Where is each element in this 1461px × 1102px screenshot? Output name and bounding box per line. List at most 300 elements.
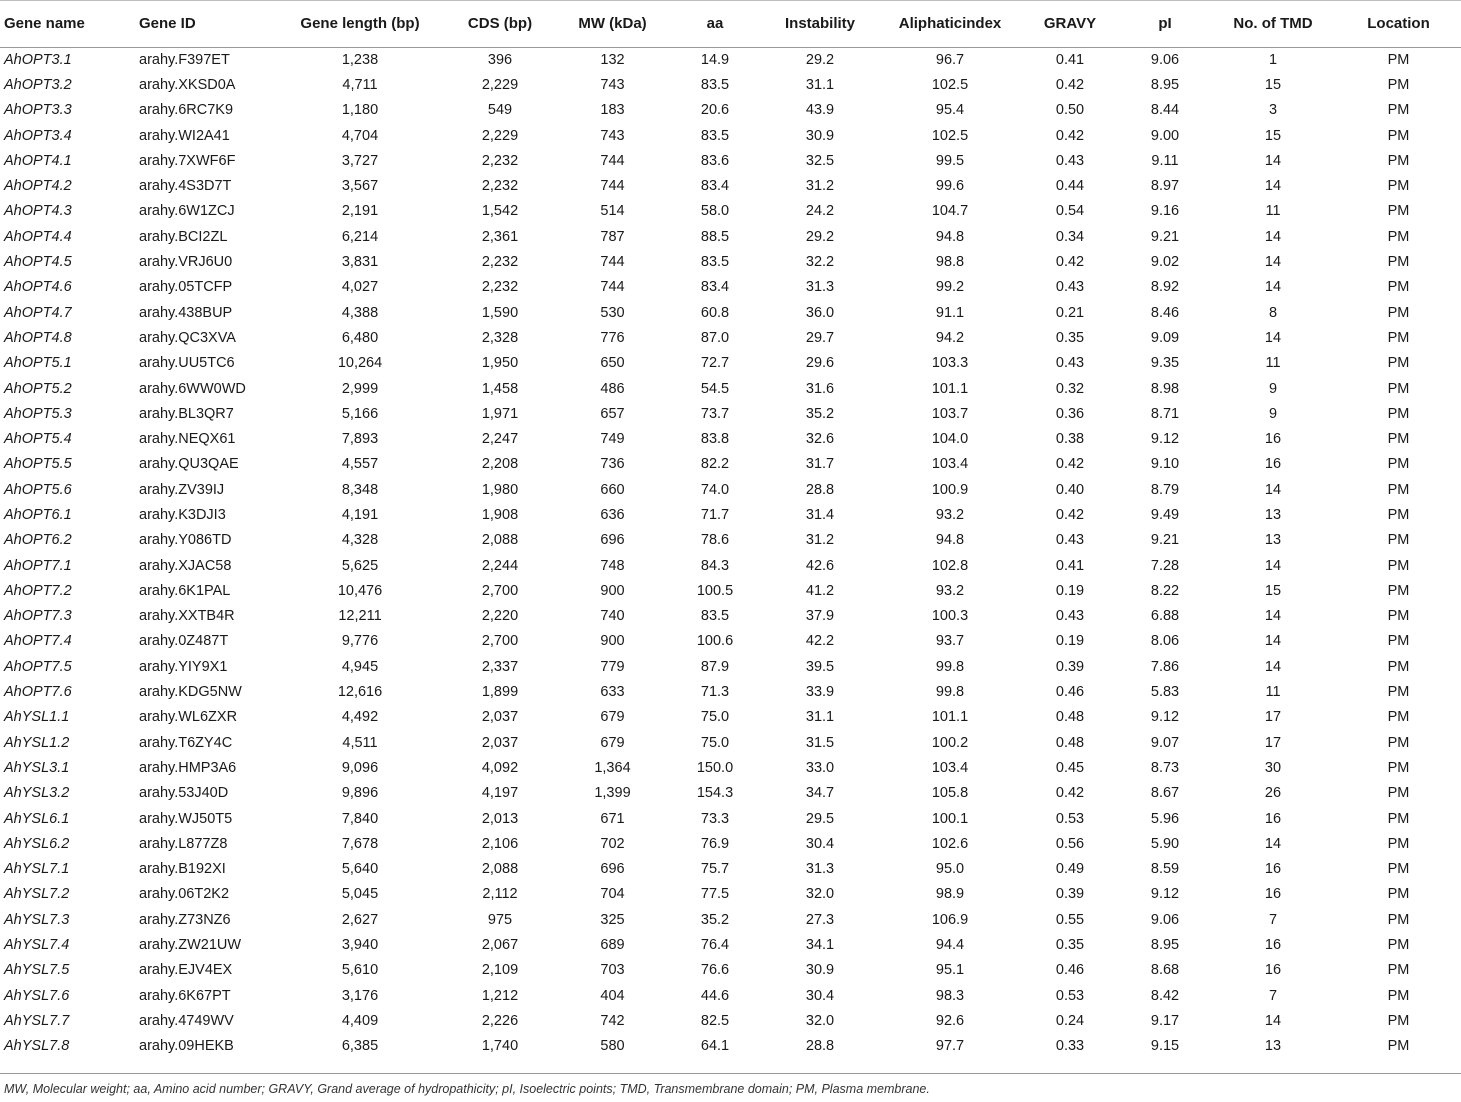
cell-tmd: 15 <box>1264 582 1282 599</box>
cell-cds: 2,244 <box>481 557 519 574</box>
cell-gene-id: arahy.53J40D <box>139 785 229 802</box>
cell-pi: 8.97 <box>1150 178 1180 195</box>
cell-cds: 1,950 <box>481 355 519 372</box>
table-row <box>0 452 1461 477</box>
cell-gene-id: arahy.6K1PAL <box>139 582 231 599</box>
cell-pi: 9.12 <box>1150 709 1180 726</box>
cell-cds: 2,232 <box>481 279 519 296</box>
cell-gene-id: arahy.XKSD0A <box>139 76 236 93</box>
cell-gene-id: arahy.0Z487T <box>139 633 229 650</box>
table-row <box>0 173 1461 198</box>
cell-location: PM <box>1387 658 1410 675</box>
table-row <box>0 755 1461 780</box>
cell-location: PM <box>1387 1012 1410 1029</box>
cell-gravy: 0.50 <box>1055 102 1085 119</box>
cell-cds: 2,112 <box>482 886 518 903</box>
cell-location: PM <box>1387 608 1410 625</box>
cell-gravy: 0.32 <box>1055 380 1085 397</box>
cell-pi: 9.21 <box>1150 532 1180 549</box>
cell-instability: 34.7 <box>805 785 835 802</box>
table-body <box>0 47 1461 1059</box>
cell-aa: 154.3 <box>696 785 734 802</box>
cell-tmd: 11 <box>1265 684 1281 701</box>
cell-location: PM <box>1387 709 1410 726</box>
cell-instability: 24.2 <box>805 203 835 220</box>
cell-pi: 7.28 <box>1150 557 1180 574</box>
cell-cds: 2,328 <box>481 329 519 346</box>
cell-cds: 2,088 <box>481 532 519 549</box>
cell-mw: 689 <box>600 937 625 954</box>
cell-gene-name: AhOPT5.3 <box>4 405 72 422</box>
cell-location: PM <box>1387 506 1410 523</box>
cell-cds: 975 <box>487 911 513 928</box>
cell-gene-name: AhOPT4.1 <box>4 152 72 169</box>
cell-location: PM <box>1387 405 1410 422</box>
cell-gravy: 0.42 <box>1055 456 1085 473</box>
cell-pi: 8.68 <box>1150 962 1180 979</box>
cell-instability: 32.5 <box>805 152 835 169</box>
cell-aliphatic-index: 94.8 <box>935 532 965 549</box>
cell-aa: 100.5 <box>696 582 734 599</box>
cell-aliphatic-index: 100.9 <box>931 481 969 498</box>
cell-instability: 30.9 <box>805 962 835 979</box>
cell-gene-id: arahy.WI2A41 <box>139 127 230 144</box>
cell-location: PM <box>1387 759 1410 776</box>
cell-gene-id: arahy.6W1ZCJ <box>139 203 235 220</box>
cell-tmd: 14 <box>1264 658 1282 675</box>
cell-gene-length: 5,625 <box>341 557 379 574</box>
cell-tmd: 26 <box>1264 785 1282 802</box>
cell-tmd: 16 <box>1264 937 1282 954</box>
cell-instability: 30.4 <box>805 987 835 1004</box>
table-row <box>0 654 1461 679</box>
cell-gene-length: 3,727 <box>341 152 379 169</box>
cell-aliphatic-index: 102.5 <box>931 127 969 144</box>
cell-gravy: 0.36 <box>1055 405 1085 422</box>
cell-tmd: 14 <box>1264 835 1282 852</box>
cell-instability: 32.6 <box>805 431 835 448</box>
cell-gene-length: 1,238 <box>341 51 379 68</box>
cell-gravy: 0.48 <box>1055 709 1085 726</box>
cell-instability: 30.4 <box>805 835 835 852</box>
cell-location: PM <box>1387 152 1410 169</box>
cell-pi: 9.06 <box>1150 911 1180 928</box>
cell-gravy: 0.54 <box>1055 203 1085 220</box>
cell-instability: 31.2 <box>805 532 835 549</box>
cell-aa: 60.8 <box>700 304 730 321</box>
bottom-rule <box>0 1073 1461 1074</box>
cell-pi: 8.06 <box>1150 633 1180 650</box>
cell-cds: 396 <box>487 51 513 68</box>
cell-cds: 2,247 <box>481 431 519 448</box>
cell-mw: 633 <box>600 684 625 701</box>
cell-aliphatic-index: 93.2 <box>935 582 965 599</box>
cell-gene-id: arahy.QC3XVA <box>139 329 236 346</box>
cell-gene-id: arahy.XXTB4R <box>139 608 235 625</box>
cell-aa: 83.6 <box>700 152 730 169</box>
cell-pi: 5.83 <box>1150 684 1180 701</box>
cell-cds: 2,226 <box>481 1012 519 1029</box>
cell-gene-length: 5,045 <box>341 886 379 903</box>
cell-gene-name: AhOPT4.8 <box>4 329 72 346</box>
cell-mw: 744 <box>600 178 625 195</box>
cell-cds: 2,208 <box>481 456 519 473</box>
cell-pi: 9.35 <box>1150 355 1180 372</box>
cell-gene-length: 4,191 <box>341 506 379 523</box>
cell-gene-length: 3,176 <box>341 987 379 1004</box>
cell-aa: 83.5 <box>700 254 730 271</box>
cell-gravy: 0.42 <box>1055 76 1085 93</box>
cell-location: PM <box>1387 178 1410 195</box>
cell-gravy: 0.43 <box>1055 608 1085 625</box>
cell-mw: 749 <box>600 431 625 448</box>
header-cds: CDS (bp) <box>445 0 555 47</box>
cell-gene-name: AhYSL6.2 <box>4 835 70 852</box>
cell-gene-id: arahy.B192XI <box>139 861 226 878</box>
cell-gravy: 0.39 <box>1055 658 1085 675</box>
cell-pi: 8.42 <box>1150 987 1180 1004</box>
cell-gravy: 0.42 <box>1055 127 1085 144</box>
table-row <box>0 300 1461 325</box>
cell-aliphatic-index: 101.1 <box>931 709 969 726</box>
cell-location: PM <box>1387 127 1410 144</box>
cell-tmd: 13 <box>1264 532 1282 549</box>
cell-mw: 657 <box>600 405 625 422</box>
cell-location: PM <box>1387 304 1410 321</box>
cell-aa: 78.6 <box>700 532 730 549</box>
cell-cds: 2,700 <box>481 633 519 650</box>
cell-pi: 8.95 <box>1150 937 1180 954</box>
cell-tmd: 7 <box>1268 987 1278 1004</box>
cell-aliphatic-index: 103.3 <box>931 355 969 372</box>
table-row <box>0 907 1461 932</box>
cell-aliphatic-index: 98.3 <box>935 987 965 1004</box>
cell-instability: 31.1 <box>805 76 835 93</box>
cell-instability: 31.5 <box>805 734 835 751</box>
cell-tmd: 16 <box>1264 431 1282 448</box>
cell-aliphatic-index: 94.4 <box>935 937 965 954</box>
cell-aliphatic-index: 94.8 <box>935 228 965 245</box>
cell-location: PM <box>1387 785 1410 802</box>
cell-gene-length: 4,388 <box>341 304 379 321</box>
cell-instability: 43.9 <box>805 102 835 119</box>
cell-gene-id: arahy.6K67PT <box>139 987 231 1004</box>
cell-mw: 744 <box>600 254 625 271</box>
cell-gene-name: AhOPT7.5 <box>4 658 72 675</box>
cell-gene-id: arahy.EJV4EX <box>139 962 233 979</box>
cell-aa: 64.1 <box>700 1038 730 1055</box>
table-row <box>0 148 1461 173</box>
cell-gene-length: 2,627 <box>341 911 379 928</box>
cell-pi: 9.21 <box>1150 228 1180 245</box>
cell-gene-length: 2,999 <box>341 380 379 397</box>
header-pi: pI <box>1120 0 1210 47</box>
header-gene-id: Gene ID <box>135 0 275 47</box>
cell-pi: 9.02 <box>1150 254 1180 271</box>
cell-tmd: 14 <box>1264 1012 1282 1029</box>
cell-aliphatic-index: 100.1 <box>931 810 969 827</box>
cell-pi: 8.22 <box>1150 582 1180 599</box>
cell-tmd: 14 <box>1264 557 1282 574</box>
cell-instability: 39.5 <box>805 658 835 675</box>
table-row <box>0 806 1461 831</box>
cell-aliphatic-index: 100.2 <box>931 734 969 751</box>
table-row <box>0 730 1461 755</box>
cell-gene-id: arahy.L877Z8 <box>139 835 228 852</box>
cell-pi: 8.79 <box>1150 481 1180 498</box>
cell-location: PM <box>1387 557 1410 574</box>
table-row <box>0 502 1461 527</box>
cell-mw: 580 <box>600 1038 625 1055</box>
cell-gravy: 0.49 <box>1055 861 1085 878</box>
cell-aa: 83.8 <box>700 431 730 448</box>
cell-tmd: 14 <box>1264 633 1282 650</box>
cell-gene-id: arahy.7XWF6F <box>139 152 236 169</box>
cell-gene-length: 10,264 <box>337 355 383 372</box>
cell-gene-length: 8,348 <box>341 481 379 498</box>
cell-mw: 1,364 <box>594 759 631 776</box>
cell-gravy: 0.19 <box>1055 633 1085 650</box>
cell-cds: 2,067 <box>481 937 519 954</box>
cell-aa: 74.0 <box>700 481 730 498</box>
cell-location: PM <box>1387 102 1410 119</box>
cell-gravy: 0.43 <box>1055 355 1085 372</box>
cell-aa: 72.7 <box>700 355 730 372</box>
cell-aliphatic-index: 106.9 <box>931 911 969 928</box>
cell-gravy: 0.34 <box>1055 228 1085 245</box>
cell-mw: 736 <box>600 456 625 473</box>
cell-aa: 71.3 <box>700 684 730 701</box>
header-instability: Instability <box>760 0 880 47</box>
cell-aa: 82.2 <box>700 456 730 473</box>
cell-instability: 32.0 <box>805 1012 835 1029</box>
cell-mw: 702 <box>600 835 625 852</box>
cell-gene-id: arahy.F397ET <box>139 51 230 68</box>
cell-aa: 77.5 <box>700 886 730 903</box>
cell-gene-length: 4,328 <box>341 532 379 549</box>
table-row <box>0 705 1461 730</box>
cell-gene-length: 12,616 <box>337 684 383 701</box>
cell-mw: 748 <box>600 557 625 574</box>
cell-pi: 6.88 <box>1150 608 1180 625</box>
cell-instability: 41.2 <box>805 582 835 599</box>
cell-instability: 27.3 <box>805 911 835 928</box>
cell-gene-name: AhOPT4.2 <box>4 178 72 195</box>
table-row <box>0 199 1461 224</box>
cell-gene-id: arahy.4S3D7T <box>139 178 232 195</box>
cell-mw: 671 <box>600 810 625 827</box>
cell-gene-name: AhYSL3.2 <box>4 785 70 802</box>
cell-gene-length: 4,492 <box>341 709 379 726</box>
cell-gene-name: AhOPT7.6 <box>4 684 72 701</box>
cell-gene-name: AhOPT7.4 <box>4 633 72 650</box>
cell-aa: 54.5 <box>700 380 730 397</box>
cell-location: PM <box>1387 532 1410 549</box>
cell-location: PM <box>1387 254 1410 271</box>
cell-aa: 83.5 <box>700 127 730 144</box>
cell-instability: 37.9 <box>805 608 835 625</box>
table-row <box>0 553 1461 578</box>
cell-tmd: 1 <box>1268 51 1278 68</box>
cell-instability: 29.2 <box>805 51 835 68</box>
cell-location: PM <box>1387 987 1410 1004</box>
header-gene-name: Gene name <box>0 0 135 47</box>
cell-gravy: 0.40 <box>1055 481 1085 498</box>
cell-aa: 84.3 <box>700 557 730 574</box>
table-row <box>0 958 1461 983</box>
cell-gravy: 0.35 <box>1055 329 1085 346</box>
cell-gene-id: arahy.QU3QAE <box>139 456 239 473</box>
cell-instability: 31.3 <box>805 861 835 878</box>
cell-mw: 325 <box>600 911 625 928</box>
cell-gene-name: AhYSL7.2 <box>4 886 70 903</box>
cell-gene-name: AhYSL7.7 <box>4 1012 70 1029</box>
cell-gene-name: AhOPT5.4 <box>4 431 72 448</box>
cell-mw: 703 <box>600 962 625 979</box>
cell-gene-length: 4,557 <box>341 456 379 473</box>
cell-gravy: 0.46 <box>1055 684 1085 701</box>
cell-aa: 14.9 <box>700 51 730 68</box>
cell-mw: 743 <box>600 76 625 93</box>
cell-instability: 31.7 <box>805 456 835 473</box>
cell-aliphatic-index: 95.0 <box>935 861 965 878</box>
cell-pi: 5.96 <box>1150 810 1180 827</box>
cell-mw: 744 <box>600 152 625 169</box>
cell-cds: 2,700 <box>481 582 519 599</box>
cell-instability: 33.0 <box>805 759 835 776</box>
cell-gene-id: arahy.ZW21UW <box>139 937 242 954</box>
table-row <box>0 401 1461 426</box>
header-gene-length: Gene length (bp) <box>275 0 445 47</box>
cell-tmd: 13 <box>1264 1038 1282 1055</box>
cell-pi: 9.00 <box>1150 127 1180 144</box>
cell-gravy: 0.33 <box>1055 1038 1085 1055</box>
cell-gene-name: AhOPT4.3 <box>4 203 72 220</box>
cell-gene-id: arahy.XJAC58 <box>139 557 232 574</box>
cell-cds: 2,229 <box>481 76 519 93</box>
cell-aliphatic-index: 103.4 <box>931 759 969 776</box>
cell-cds: 2,037 <box>481 709 519 726</box>
cell-aliphatic-index: 99.2 <box>935 279 965 296</box>
cell-aliphatic-index: 93.7 <box>935 633 965 650</box>
header-location: Location <box>1336 0 1461 47</box>
cell-aa: 44.6 <box>700 987 730 1004</box>
cell-gravy: 0.42 <box>1055 785 1085 802</box>
cell-gene-length: 4,711 <box>342 76 378 93</box>
cell-instability: 42.6 <box>805 557 835 574</box>
cell-gene-name: AhYSL1.2 <box>4 734 70 751</box>
cell-gene-length: 7,840 <box>341 810 379 827</box>
cell-gene-length: 5,166 <box>341 405 379 422</box>
cell-gravy: 0.44 <box>1055 178 1085 195</box>
cell-gravy: 0.41 <box>1055 51 1085 68</box>
cell-location: PM <box>1387 861 1410 878</box>
table-row <box>0 629 1461 654</box>
cell-aliphatic-index: 98.9 <box>935 886 965 903</box>
cell-location: PM <box>1387 431 1410 448</box>
cell-pi: 9.10 <box>1150 456 1180 473</box>
cell-instability: 28.8 <box>805 1038 835 1055</box>
cell-gene-name: AhOPT7.2 <box>4 582 72 599</box>
table-row <box>0 983 1461 1008</box>
cell-gravy: 0.45 <box>1055 759 1085 776</box>
cell-pi: 7.86 <box>1150 658 1180 675</box>
cell-gene-length: 4,027 <box>341 279 379 296</box>
cell-instability: 29.5 <box>805 810 835 827</box>
cell-aliphatic-index: 105.8 <box>931 785 969 802</box>
cell-aa: 87.9 <box>700 658 730 675</box>
cell-instability: 34.1 <box>805 937 835 954</box>
cell-gene-name: AhOPT3.3 <box>4 102 72 119</box>
cell-aliphatic-index: 99.8 <box>935 684 965 701</box>
cell-tmd: 15 <box>1264 127 1282 144</box>
cell-gravy: 0.41 <box>1055 557 1085 574</box>
cell-instability: 35.2 <box>805 405 835 422</box>
cell-gene-length: 4,409 <box>341 1012 379 1029</box>
cell-cds: 2,229 <box>481 127 519 144</box>
cell-location: PM <box>1387 810 1410 827</box>
cell-mw: 679 <box>600 709 625 726</box>
cell-gravy: 0.53 <box>1055 987 1085 1004</box>
cell-aa: 76.9 <box>700 835 730 852</box>
cell-tmd: 16 <box>1264 962 1282 979</box>
cell-aa: 83.5 <box>700 76 730 93</box>
cell-location: PM <box>1387 355 1410 372</box>
table-row <box>0 47 1461 72</box>
cell-tmd: 14 <box>1264 329 1282 346</box>
cell-gene-length: 3,567 <box>341 178 379 195</box>
cell-gravy: 0.42 <box>1055 254 1085 271</box>
cell-location: PM <box>1387 380 1410 397</box>
cell-gene-length: 5,610 <box>341 962 379 979</box>
cell-cds: 2,013 <box>481 810 519 827</box>
cell-gravy: 0.19 <box>1055 582 1085 599</box>
cell-gene-id: arahy.ZV39IJ <box>139 481 225 498</box>
cell-mw: 900 <box>600 582 625 599</box>
table-row <box>0 1008 1461 1033</box>
cell-gene-id: arahy.Y086TD <box>139 532 232 549</box>
cell-gravy: 0.55 <box>1055 911 1085 928</box>
cell-pi: 9.15 <box>1150 1038 1180 1055</box>
cell-cds: 1,458 <box>481 380 519 397</box>
cell-aa: 88.5 <box>700 228 730 245</box>
cell-gene-name: AhOPT4.6 <box>4 279 72 296</box>
cell-gene-name: AhYSL7.4 <box>4 937 70 954</box>
cell-location: PM <box>1387 329 1410 346</box>
table-row <box>0 679 1461 704</box>
cell-instability: 32.0 <box>805 886 835 903</box>
cell-gene-name: AhYSL3.1 <box>4 759 70 776</box>
header-aliphatic-index: Aliphaticindex <box>880 0 1020 47</box>
cell-mw: 740 <box>600 608 625 625</box>
cell-tmd: 14 <box>1264 228 1282 245</box>
cell-tmd: 16 <box>1264 456 1282 473</box>
cell-aliphatic-index: 103.7 <box>931 405 969 422</box>
cell-gene-id: arahy.06T2K2 <box>139 886 230 903</box>
cell-aliphatic-index: 99.5 <box>935 152 965 169</box>
cell-pi: 9.06 <box>1150 51 1180 68</box>
cell-gene-name: AhOPT4.5 <box>4 254 72 271</box>
cell-aliphatic-index: 102.8 <box>931 557 969 574</box>
cell-aa: 75.0 <box>700 709 730 726</box>
cell-pi: 9.49 <box>1150 506 1180 523</box>
cell-gravy: 0.21 <box>1055 304 1085 321</box>
header-row <box>0 0 1461 47</box>
cell-mw: 486 <box>600 380 625 397</box>
cell-gravy: 0.53 <box>1055 810 1085 827</box>
cell-gene-length: 1,180 <box>341 102 379 119</box>
table-row <box>0 578 1461 603</box>
